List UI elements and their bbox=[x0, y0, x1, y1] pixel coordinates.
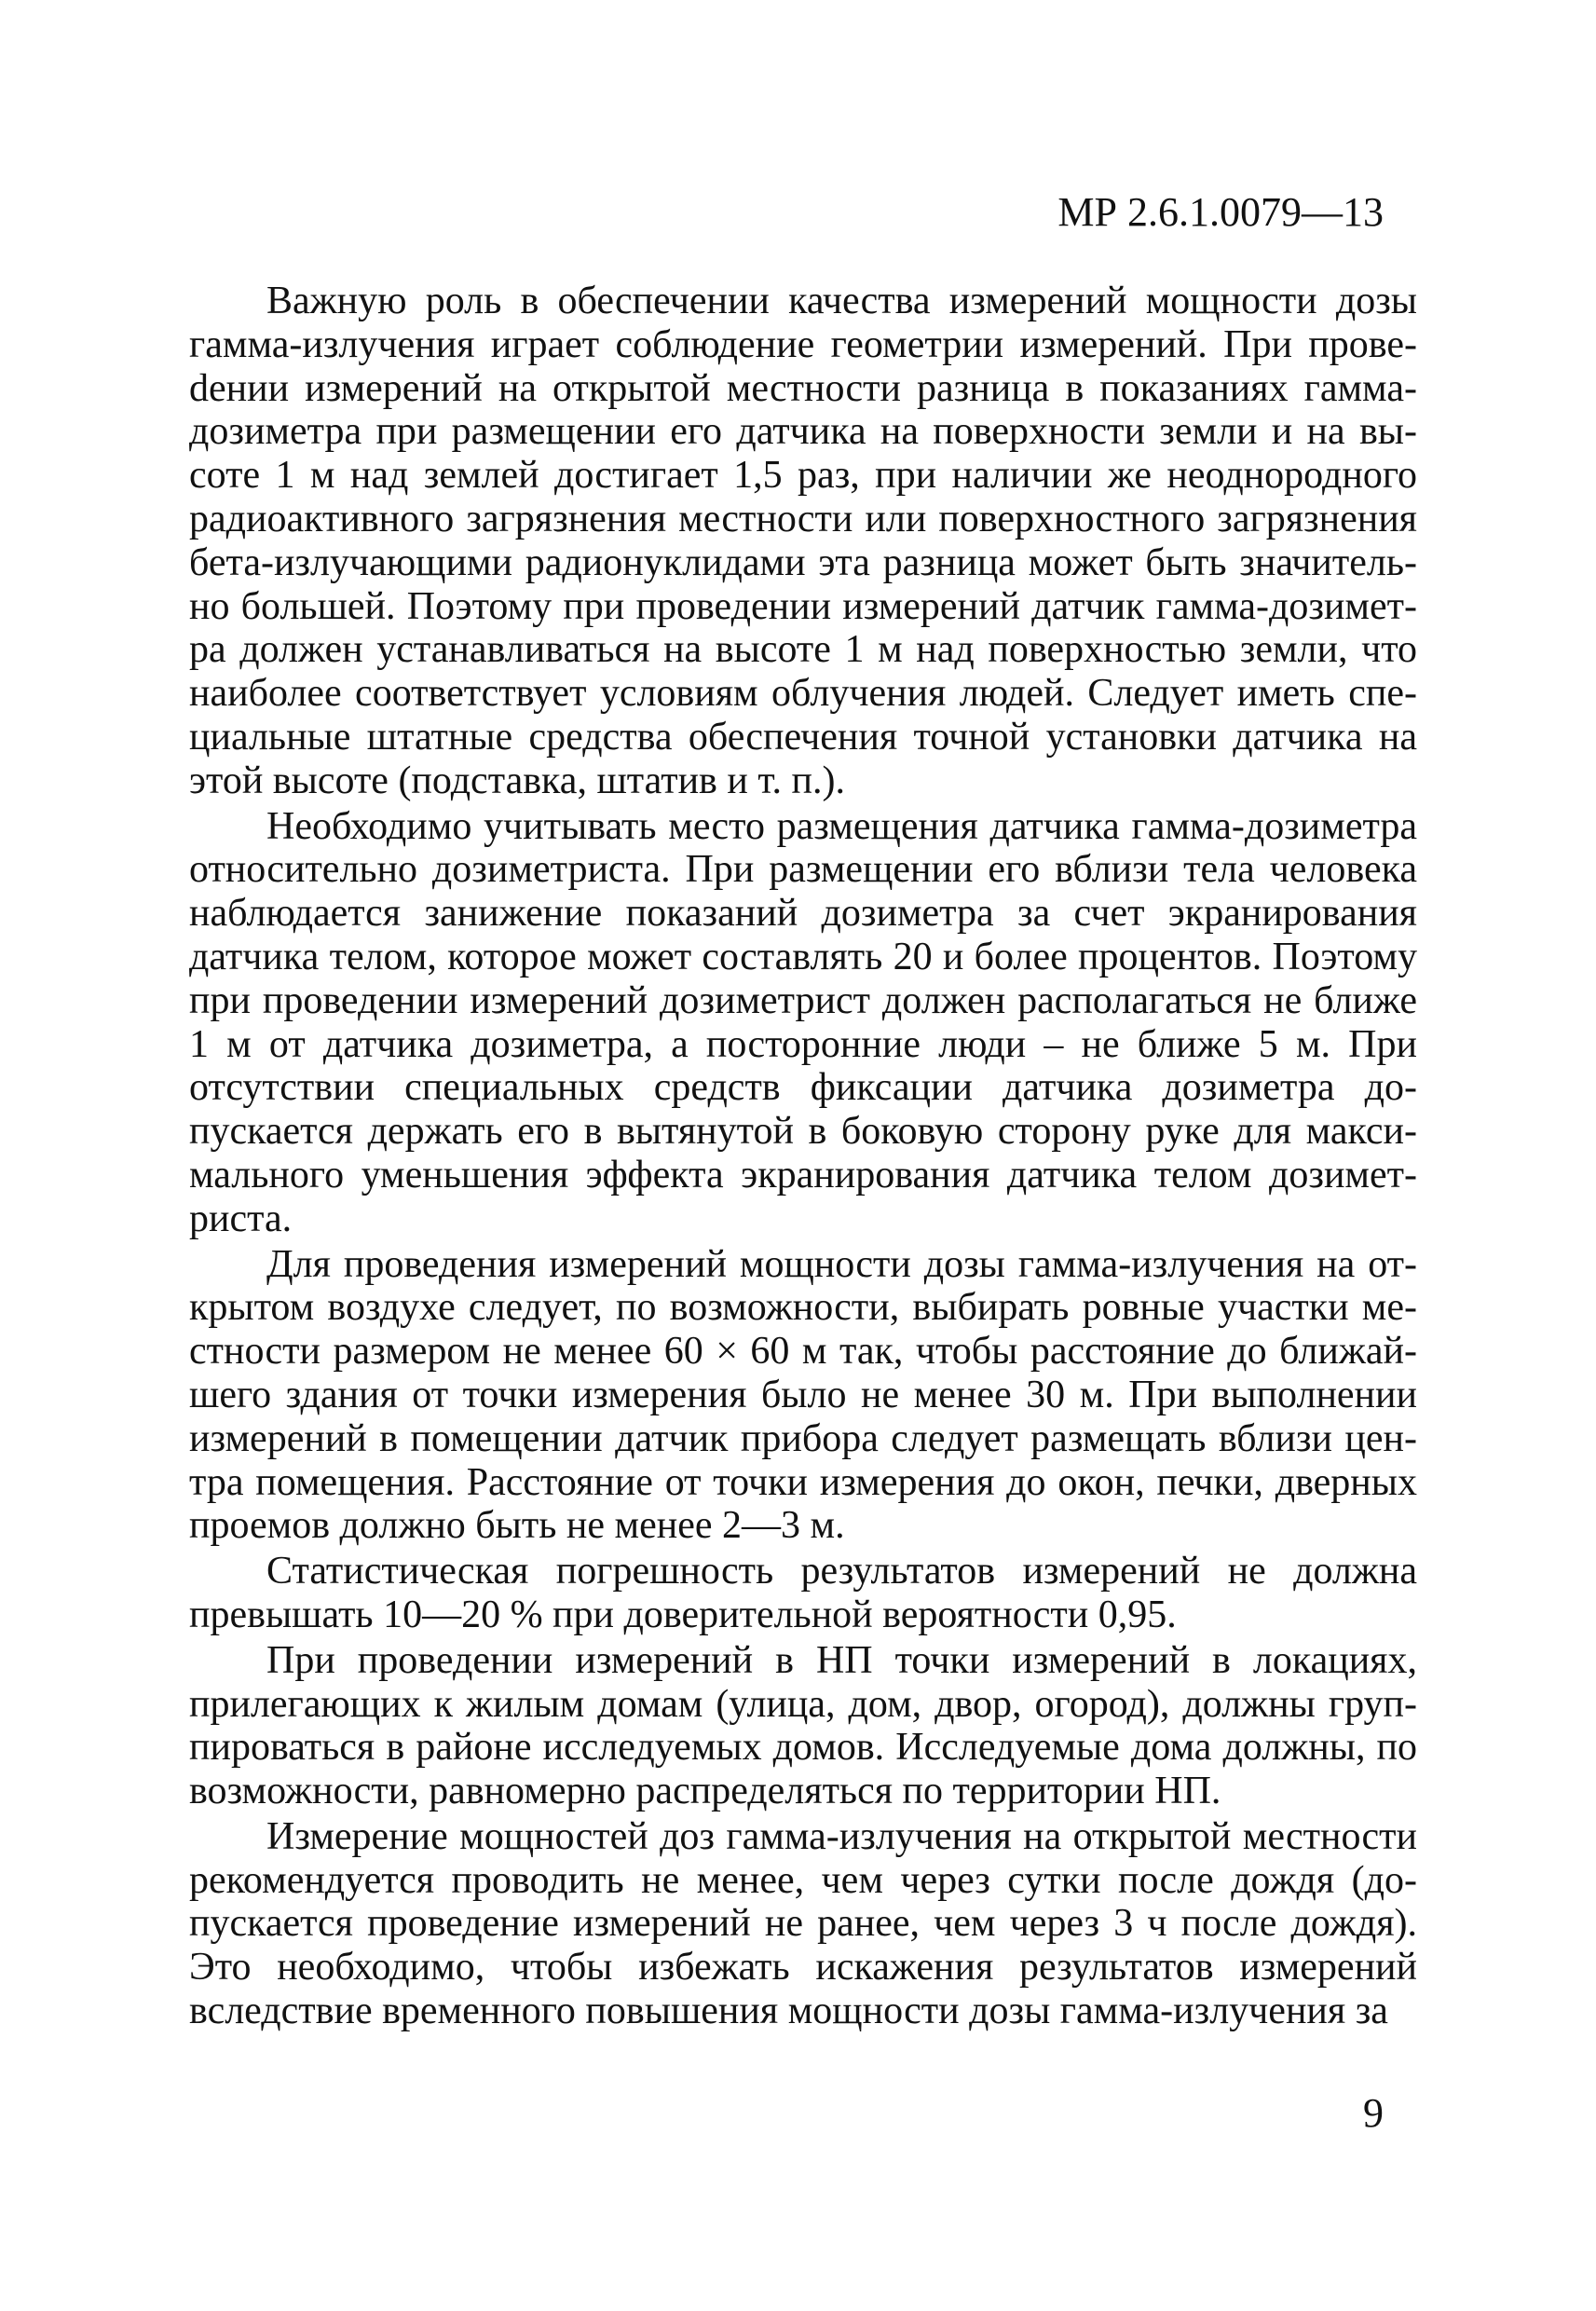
paragraph: Важную роль в обеспечении качества измерений мощности дозы гамма-излучения играет соблюдение геометрии измерений. При провеdении измерений на открытой местности разница в показаниях гаммадозиметра при размещении его датчика на поверхности земли и на высоте 1 м над землей достигает 1,5 раз, при наличии же неоднородного радиоактивного загрязнения местности или поверхностного загрязнения бета-излучающими радионуклидами эта разница может быть значительно большей. Поэтому при проведении измерений датчик гамма-дозиметра должен устанавливаться на высоте 1 м над поверхностью земли, что наиболее соответствует условиям облучения людей. Следует иметь специальные штатные средства обеспечения точной установки датчика на этой высоте (подставка, штатив и т. п.). bbox=[189, 280, 1417, 802]
document-code: МР 2.6.1.0079—13 bbox=[1057, 189, 1384, 235]
paragraph: Необходимо учитывать место размещения датчика гамма-дозиметра относительно дозиметриста. При размещении его вблизи тела человека наблюдается занижение показаний дозиметра за счет экранирования датчика телом, которое может составлять 20 и более процентов. Поэтому при проведении измерений дозиметрист должен располагаться не ближе 1 м от датчика дозиметра, а посторонние люди – не ближе 5 м. При отсутствии специальных средств фиксации датчика дозиметра допускается держать его в вытянутой в боковую сторону руке для максимального уменьшения эффекта экранирования датчика телом дозиметриста. bbox=[189, 804, 1417, 1240]
page-number: 9 bbox=[1363, 2090, 1384, 2136]
paragraph: Для проведения измерений мощности дозы гамма-излучения на открытом воздухе следует, по возможности, выбирать ровные участки местности размером не менее 60 × 60 м так, чтобы расстояние до ближайшего здания от точки измерения было не менее 30 м. При выполнении измерений в помещении датчик прибора следует размещать вблизи центра помещения. Расстояние от точки измерения до окон, печки, дверных проемов должно быть не менее 2—3 м. bbox=[189, 1242, 1417, 1548]
body-text bbox=[189, 280, 1417, 2035]
paragraph: Статистическая погрешность результатов измерений не должна превышать 10—20 % при доверительной вероятности 0,95. bbox=[189, 1550, 1417, 1636]
paragraph: Измерение мощностей доз гамма-излучения на открытой местности рекомендуется проводить не менее, чем через сутки после дождя (допускается проведение измерений не ранее, чем через 3 ч после дождя). Это необходимо, чтобы избежать искажения результатов измерений вследствие временного повышения мощности дозы гамма-излучения за bbox=[189, 1814, 1417, 2033]
paragraph: При проведении измерений в НП точки измерений в локациях, прилегающих к жилым домам (улица, дом, двор, огород), должны группироваться в районе исследуемых домов. Исследуемые дома должны, по возможности, равномерно распределяться по территории НП. bbox=[189, 1638, 1417, 1813]
